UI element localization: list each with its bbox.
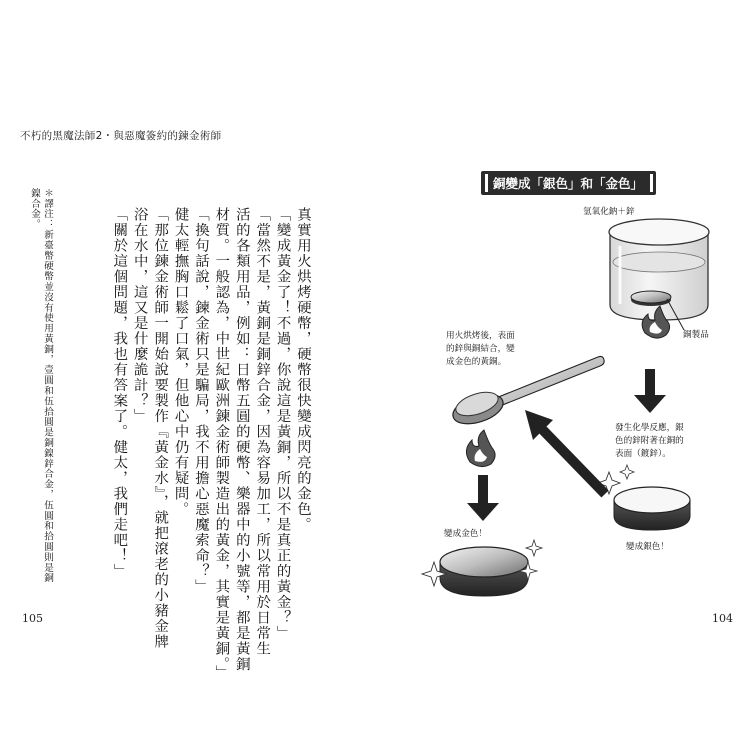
label-reaction-line1: 發生化學反應，銀 — [615, 423, 684, 433]
text-column: 真實用火烘烤硬幣，硬幣很快變成閃亮的金色。 — [295, 207, 311, 533]
translator-footnote: ＊譯注：新臺幣硬幣並沒有使用黃銅，壹圓和伍拾圓是銅鎳鋅合金，伍圓和拾圓則是銅鎳合金。 — [29, 188, 53, 584]
page-number-left: 105 — [22, 612, 43, 625]
text-column: 「換句話說，鍊金術只是騙局，我不用擔心惡魔索命？」 — [192, 207, 209, 595]
text-column: 材質。一般認為，中世紀歐洲鍊金術師製造出的黃金，其實是黃銅。」 — [213, 207, 230, 681]
sparkle-icon — [620, 465, 634, 479]
running-header: 不朽的黑魔法師2・與惡魔簽約的鍊金術師 — [20, 130, 222, 142]
label-gold: 變成金色！ — [444, 529, 487, 539]
arrow-down-right — [634, 369, 666, 413]
sparkle-icon — [526, 540, 542, 556]
label-heat-line3: 成金色的黃銅。 — [446, 357, 507, 367]
beaker-illustration — [609, 219, 709, 338]
label-reaction-line3: 表面（鍍鋅）。 — [615, 449, 671, 459]
diagram-title-banner — [481, 171, 656, 195]
label-chemical: 氫氧化鈉＋鋅 — [583, 207, 635, 217]
text-column: 「關於這個問題，我也有答案了。健太，我們走吧！」 — [111, 207, 128, 579]
silver-coin — [598, 465, 690, 530]
label-silver: 變成銀色！ — [626, 542, 669, 552]
arrow-diagonal — [525, 410, 605, 494]
text-column: 健太輕撫胸口鬆了口氣，但他心中仍有疑問。 — [172, 207, 189, 517]
label-reaction-line2: 色的鋅附著在銅的 — [615, 436, 684, 446]
text-column: 活的各類用品，例如：日幣五圓的硬幣、樂器中的小號等，都是黃銅 — [233, 207, 250, 672]
text-column: 「變成黃金了！不過，你說這是黃銅，所以不是真正的黃金？」 — [274, 207, 291, 641]
text-column: 浴在水中，這又是什麼詭計？」 — [131, 207, 148, 424]
label-heat-line2: 的鋅與銅結合，變 — [446, 344, 515, 354]
label-copper-item: 銅製品 — [683, 330, 709, 340]
gold-coin — [422, 540, 542, 596]
label-heat-line1: 用火烘烤後，表面 — [446, 331, 515, 341]
text-column: 「那位鍊金術師一開始說要製作『黃金水』，就把滾老的小豬金牌 — [152, 207, 169, 650]
diagram-title: 銅變成「銀色」和「金色」 — [492, 176, 644, 191]
text-column: 「當然不是，黃銅是銅鋅合金，因為容易加工，所以常用於日常生 — [254, 207, 271, 657]
page-number-right: 104 — [712, 612, 733, 625]
arrow-down-left — [467, 475, 499, 521]
